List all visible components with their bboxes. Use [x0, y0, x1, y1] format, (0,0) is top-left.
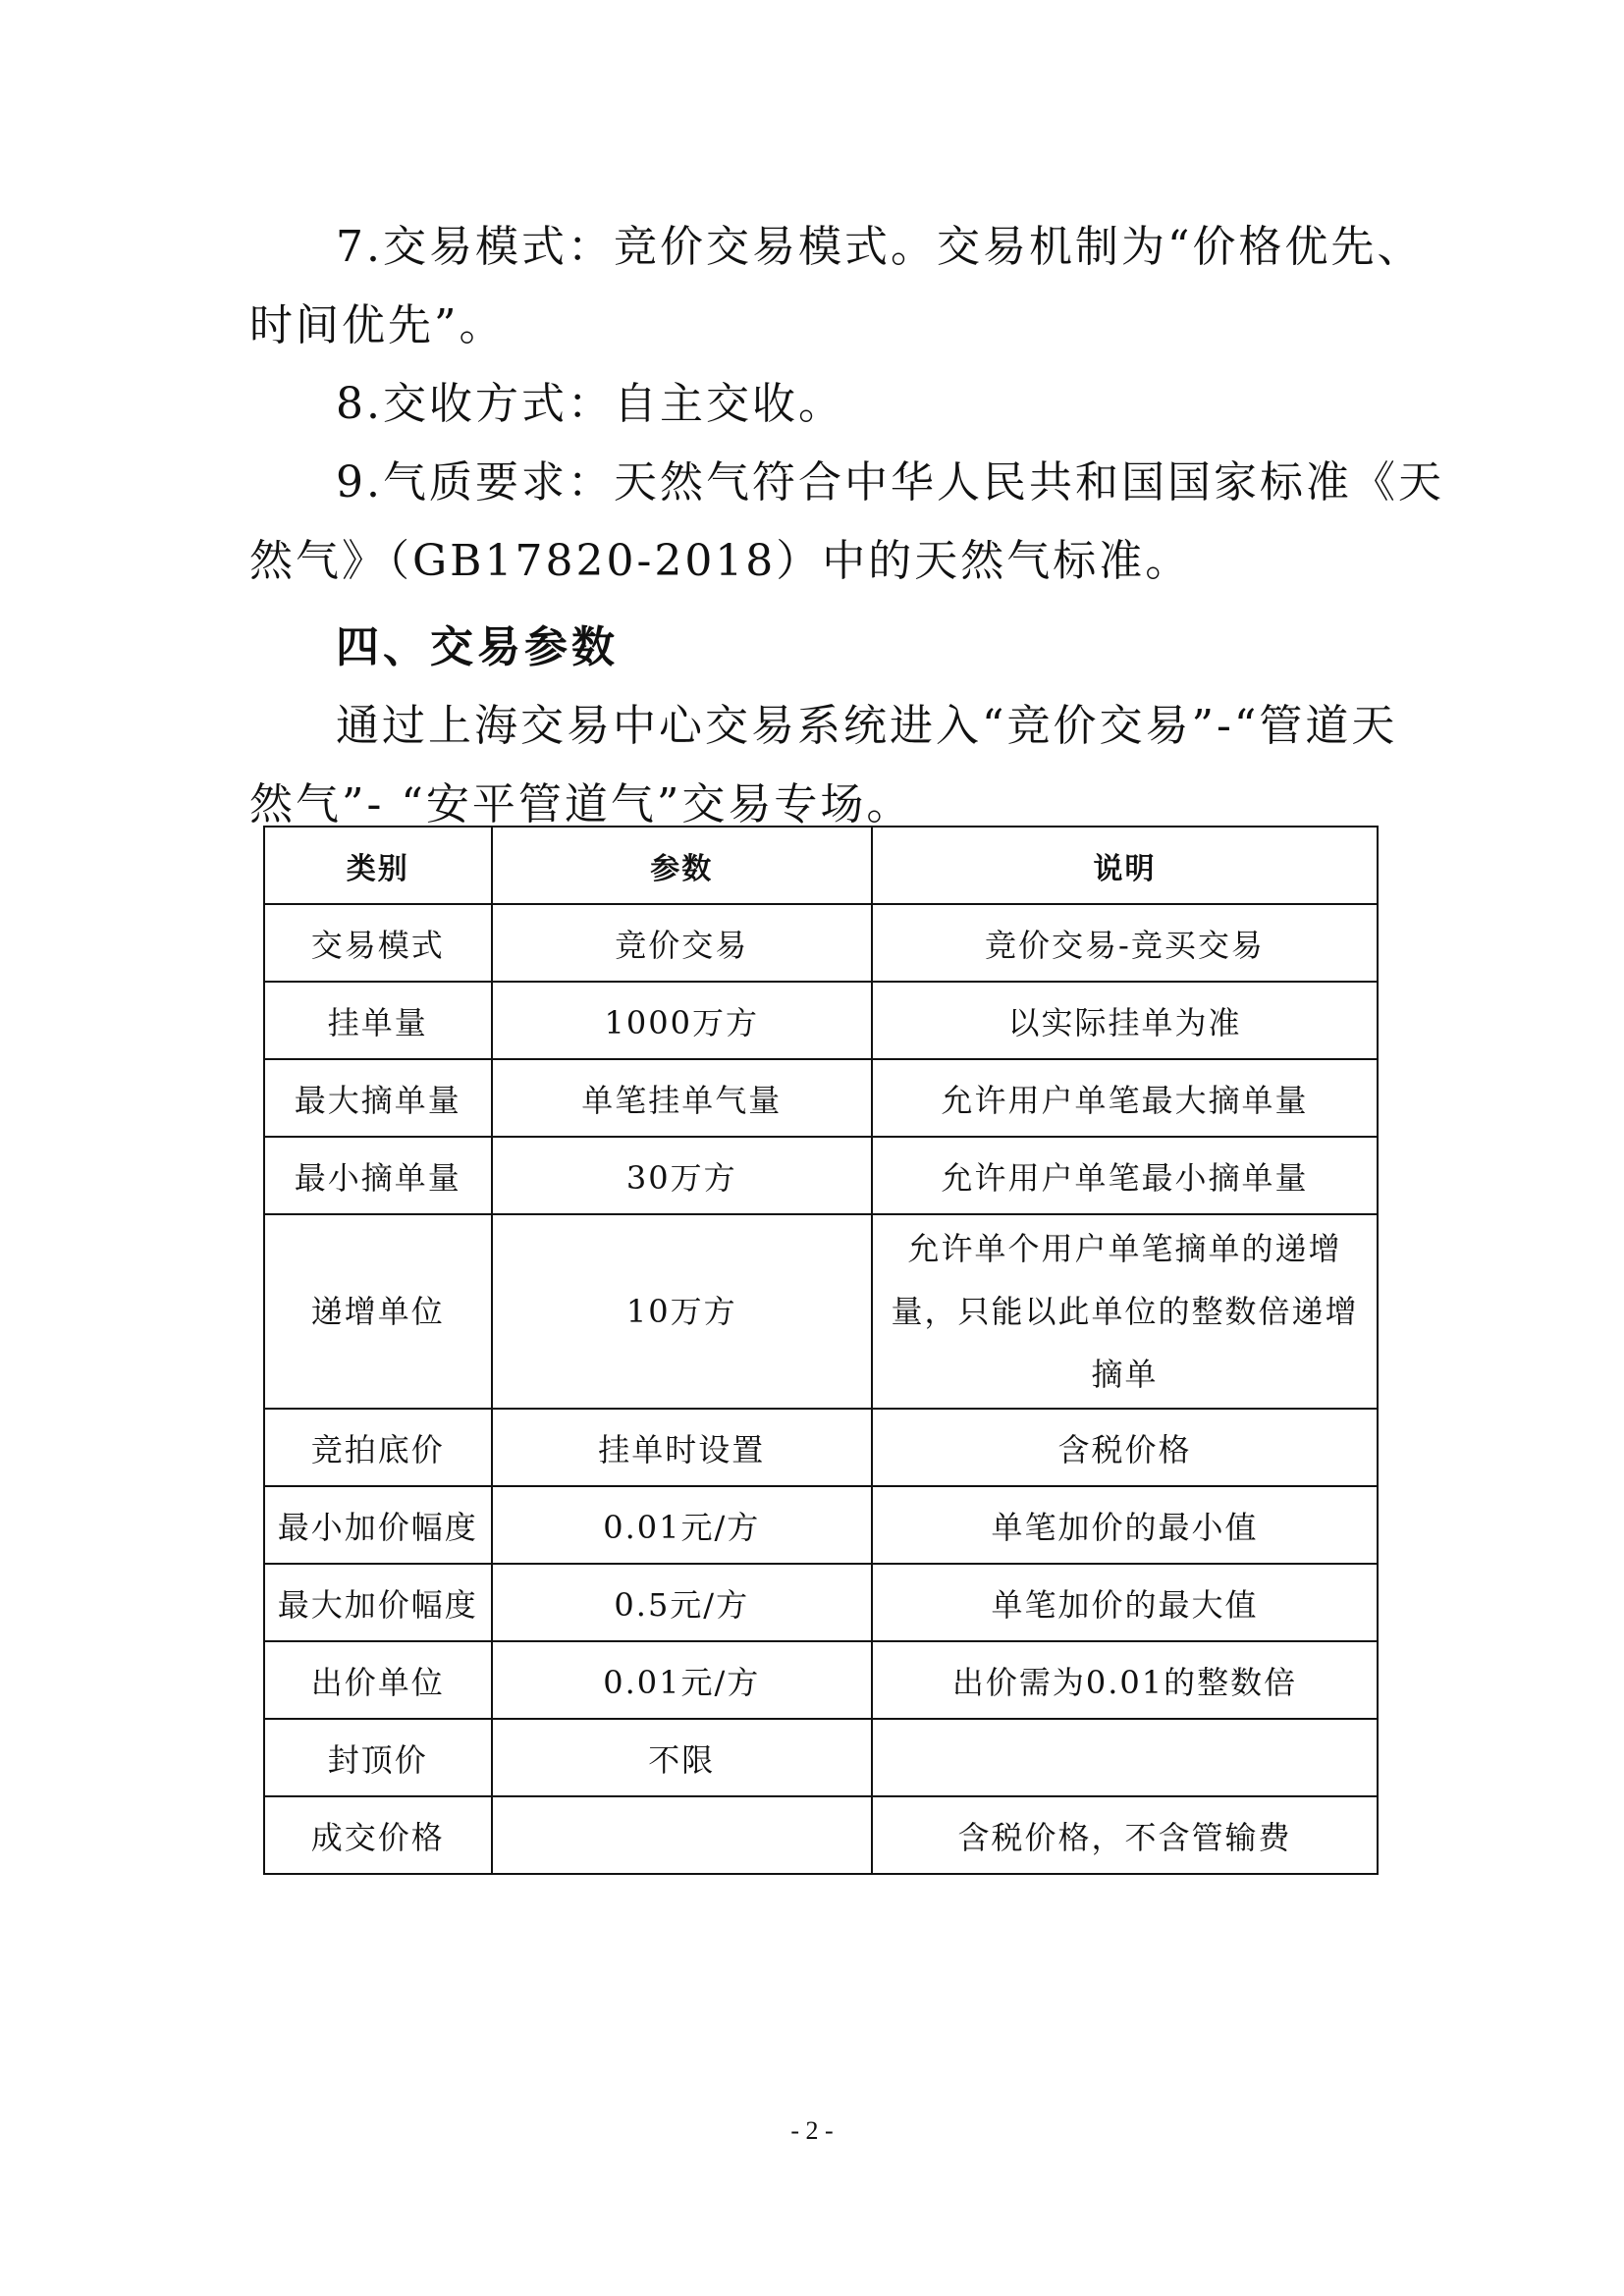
cell-parameter: 10万方 [492, 1214, 872, 1409]
header-parameter: 参数 [492, 827, 872, 904]
table-row [264, 1137, 1378, 1214]
cell-parameter [492, 1796, 872, 1874]
cell-description: 竞价交易-竞买交易 [872, 904, 1378, 982]
page-number: - 2 - [790, 2116, 834, 2145]
paragraph-gas-quality [249, 444, 1444, 601]
table-row [264, 1059, 1378, 1137]
paragraph-intro [249, 687, 1398, 844]
cell-category: 挂单量 [264, 982, 492, 1059]
paragraph-line: 然气”- “安平管道气”交易专场。 [249, 779, 913, 829]
cell-category: 最小摘单量 [264, 1137, 492, 1214]
cell-description: 允许用户单笔最大摘单量 [872, 1059, 1378, 1137]
table-row [264, 1796, 1378, 1874]
cell-description-line: 摘单 [1091, 1356, 1159, 1393]
cell-category: 最大加价幅度 [264, 1564, 492, 1641]
table-row [264, 1409, 1378, 1486]
paragraph-line: 8.交收方式：自主交收。 [336, 379, 844, 429]
table-row [264, 1486, 1378, 1564]
cell-description: 含税价格 [872, 1409, 1378, 1486]
table-row [264, 1214, 1378, 1409]
table-row [264, 904, 1378, 982]
paragraph-trading-mode [249, 208, 1424, 365]
cell-description: 允许用户单笔最小摘单量 [872, 1137, 1378, 1214]
cell-description: 单笔加价的最大值 [872, 1564, 1378, 1641]
paragraph-line: 7.交易模式：竞价交易模式。交易机制为“价格优先、 [336, 222, 1424, 272]
cell-category: 最大摘单量 [264, 1059, 492, 1137]
cell-description: 出价需为0.01的整数倍 [872, 1641, 1378, 1719]
paragraph-line: 9.气质要求：天然气符合中华人民共和国国家标准《天 [336, 457, 1444, 507]
paragraph-line: 时间优先”。 [249, 300, 506, 350]
cell-category: 交易模式 [264, 904, 492, 982]
cell-parameter: 不限 [492, 1719, 872, 1796]
paragraph-line: 然气》（GB17820-2018）中的天然气标准。 [249, 536, 1192, 586]
cell-description: 含税价格，不含管输费 [872, 1796, 1378, 1874]
table-row [264, 1719, 1378, 1796]
cell-parameter: 单笔挂单气量 [492, 1059, 872, 1137]
header-description: 说明 [872, 827, 1378, 904]
cell-parameter: 0.5元/方 [492, 1564, 872, 1641]
cell-category: 递增单位 [264, 1214, 492, 1409]
cell-parameter: 0.01元/方 [492, 1486, 872, 1564]
cell-description: 单笔加价的最小值 [872, 1486, 1378, 1564]
cell-category: 成交价格 [264, 1796, 492, 1874]
paragraph-delivery-method [249, 365, 1388, 444]
cell-category: 封顶价 [264, 1719, 492, 1796]
section-heading: 四、交易参数 [336, 622, 619, 672]
header-category: 类别 [264, 827, 492, 904]
cell-description-line: 量，只能以此单位的整数倍递增 [891, 1293, 1359, 1330]
cell-description-line: 允许单个用户单笔摘单的递增 [907, 1230, 1342, 1267]
cell-category: 竞拍底价 [264, 1409, 492, 1486]
trading-parameters-table [263, 826, 1379, 1875]
table-row [264, 982, 1378, 1059]
table-row [264, 1641, 1378, 1719]
table-header-row [264, 827, 1378, 904]
cell-parameter: 0.01元/方 [492, 1641, 872, 1719]
cell-description: 以实际挂单为准 [872, 982, 1378, 1059]
cell-category: 最小加价幅度 [264, 1486, 492, 1564]
cell-parameter: 30万方 [492, 1137, 872, 1214]
cell-parameter: 挂单时设置 [492, 1409, 872, 1486]
cell-description [872, 1719, 1378, 1796]
cell-category: 出价单位 [264, 1641, 492, 1719]
cell-description [872, 1214, 1378, 1409]
cell-parameter: 竞价交易 [492, 904, 872, 982]
paragraph-line: 通过上海交易中心交易系统进入“竞价交易”-“管道天 [336, 701, 1398, 751]
table-row [264, 1564, 1378, 1641]
cell-parameter: 1000万方 [492, 982, 872, 1059]
